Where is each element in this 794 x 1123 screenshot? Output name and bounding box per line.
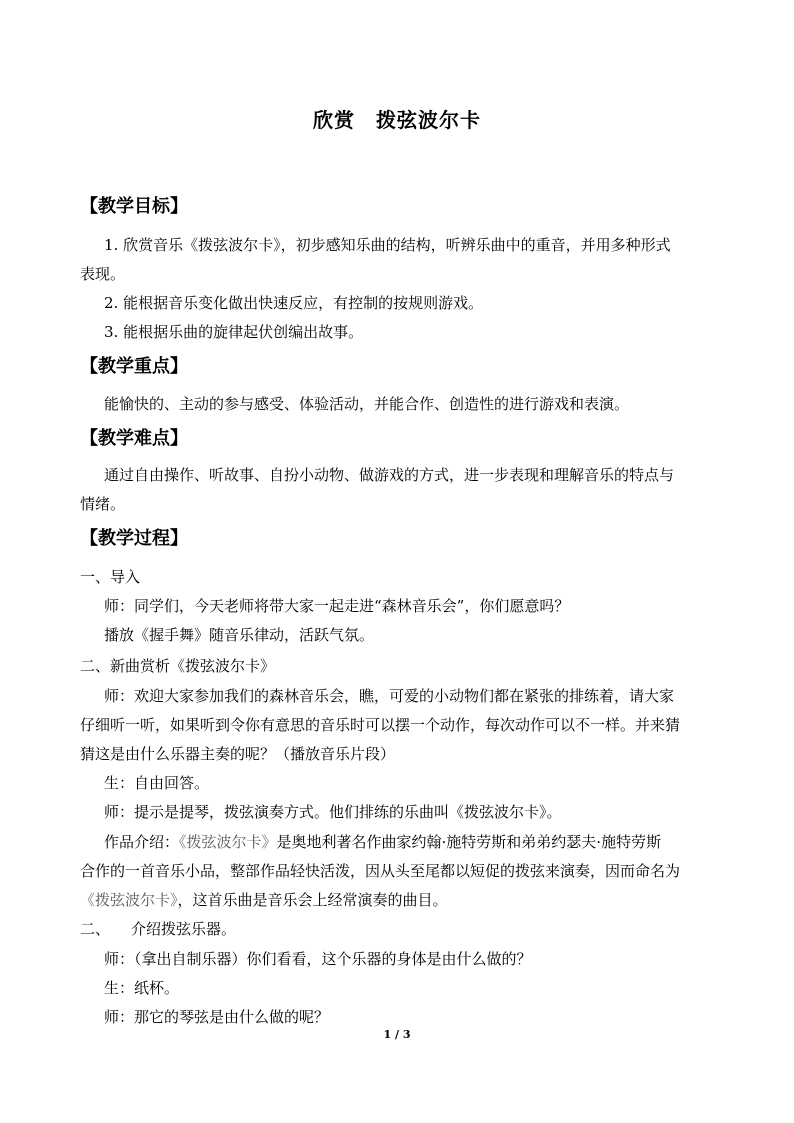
work-intro-text-2: ，这首乐曲是音乐会上经常演奏的曲目。	[177, 891, 448, 909]
section-3-number: 二、	[80, 920, 111, 938]
work-intro-text: 是奥地利著名作曲家约翰·施特劳斯和弟弟约瑟夫·施特劳斯	[276, 833, 662, 851]
section-1-title: 一、导入	[80, 568, 141, 586]
heading-teaching-goals: 【教学目标】	[80, 196, 188, 217]
goal-3: 3. 能根据乐曲的旋律起伏创编出故事。	[104, 323, 364, 341]
heading-difficulties: 【教学难点】	[80, 428, 188, 449]
work-intro-line-3	[80, 889, 448, 910]
work-intro-label: 作品介绍：	[104, 833, 180, 851]
heading-key-points: 【教学重点】	[80, 356, 188, 377]
section-2-para-1-line-3: 猜这是由什么乐器主奏的呢？（播放音乐片段）	[80, 745, 396, 763]
key-points-text: 能愉快的、主动的参与感受、体验活动，并能合作、创造性的进行游戏和表演。	[104, 395, 630, 413]
work-intro-title-2: 《拨弦波尔卡》	[80, 891, 178, 909]
section-2-para-1-line-2: 仔细听一听，如果听到令你有意思的音乐时可以摆一个动作，每次动作可以不一样。并来猜	[80, 716, 681, 734]
heading-teaching-process: 【教学过程】	[80, 528, 188, 549]
section-2-para-1-line-1: 师：欢迎大家参加我们的森林音乐会，瞧，可爱的小动物们都在紧张的排练着，请大家	[104, 687, 675, 705]
section-2-para-3: 师：提示是提琴，拨弦演奏方式。他们排练的乐曲叫《拨弦波尔卡》。	[104, 803, 562, 821]
document-title: 欣赏 拨弦波尔卡	[313, 108, 481, 132]
work-intro-title: 《拨弦波尔卡》	[179, 833, 277, 851]
section-2-title: 二、新曲赏析《拨弦波尔卡》	[80, 657, 276, 675]
section-1-para-1: 师：同学们，今天老师将带大家一起走进“森林音乐会”，你们愿意吗？	[104, 597, 570, 615]
section-2-para-2: 生：自由回答。	[104, 774, 210, 792]
section-1-para-2: 播放《握手舞》随音乐律动，活跃气氛。	[104, 626, 375, 644]
section-3-para-2: 生：纸杯。	[104, 979, 180, 997]
section-3-para-3: 师：那它的琴弦是由什么做的呢？	[104, 1008, 330, 1026]
goal-2: 2. 能根据音乐变化做出快速反应，有控制的按规则游戏。	[104, 294, 484, 312]
goal-1-line-2: 表现。	[80, 265, 126, 283]
difficulty-line-2: 情绪。	[80, 495, 126, 513]
work-intro-line-1	[104, 831, 661, 852]
section-3-para-1: 师：（拿出自制乐器）你们看看，这个乐器的身体是由什么做的？	[104, 950, 532, 968]
page-number: 1 / 3	[383, 1028, 411, 1041]
difficulty-line-1: 通过自由操作、听故事、自扮小动物、做游戏的方式，进一步表现和理解音乐的特点与	[104, 466, 675, 484]
goal-1-line-1: 1. 欣赏音乐《拨弦波尔卡》，初步感知乐曲的结构，听辨乐曲中的重音，并用多种形式	[104, 236, 671, 254]
work-intro-line-2: 合作的一首音乐小品，整部作品轻快活泼，因从头至尾都以短促的拨弦来演奏，因而命名为	[80, 862, 681, 880]
section-3-title: 介绍拨弦乐器。	[131, 920, 237, 938]
